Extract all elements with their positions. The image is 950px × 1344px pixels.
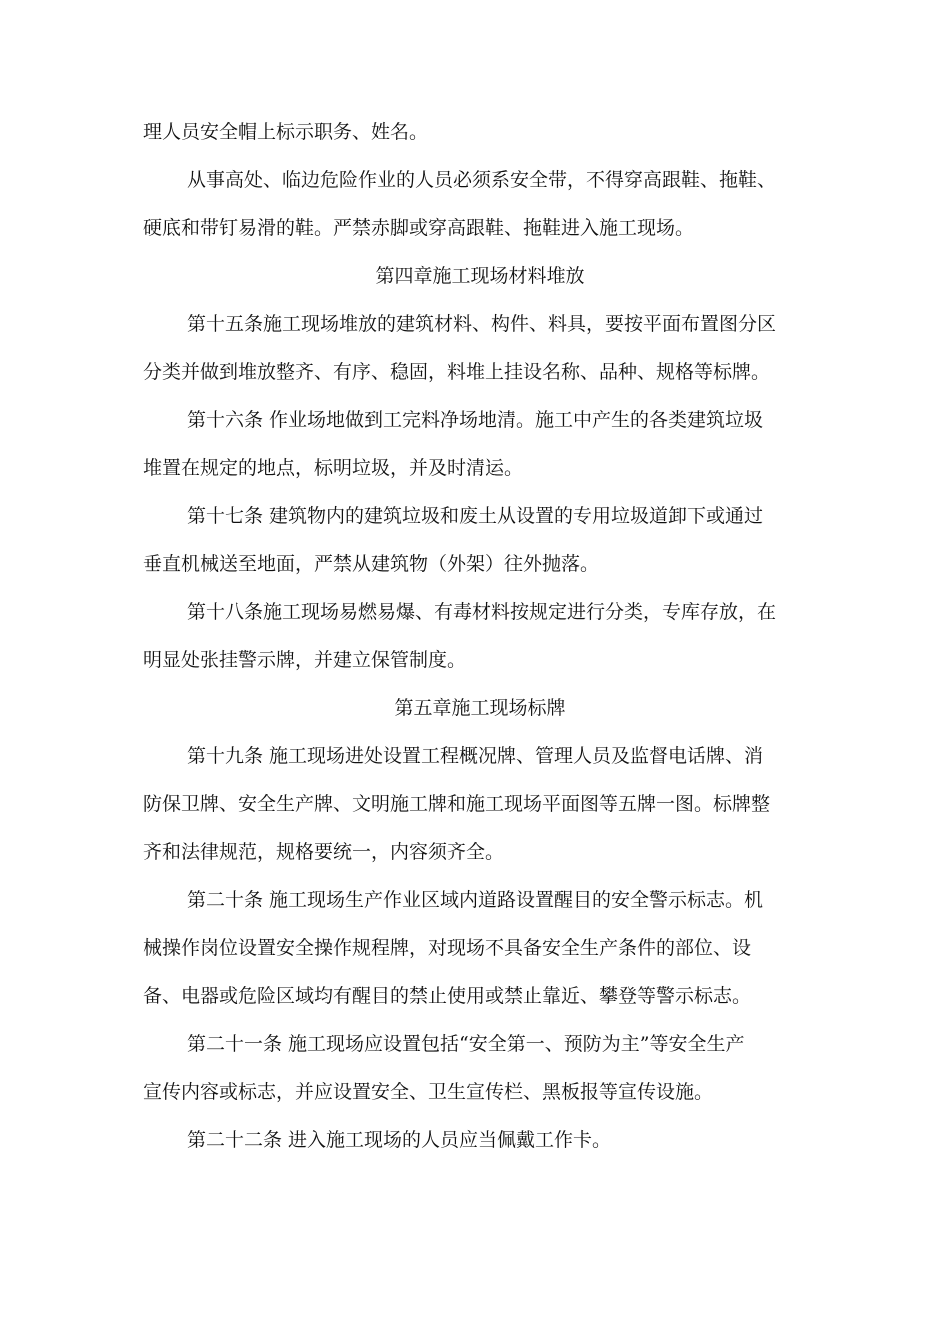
chapter-heading: 第四章施工现场材料堆放 [375, 265, 585, 287]
article-15-start: 第十五条施工现场堆放的建筑材料、构件、料具，要按平面布置图分区 [187, 313, 777, 335]
article-16-start: 第十六条 作业场地做到工完料净场地清。施工中产生的各类建筑垃圾 [187, 409, 764, 431]
text-line: 备、电器或危险区域均有醒目的禁止使用或禁止靠近、攀登等警示标志。 [143, 985, 752, 1007]
text-line: 堆置在规定的地点，标明垃圾，并及时清运。 [143, 457, 524, 479]
text-line: 防保卫牌、安全生产牌、文明施工牌和施工现场平面图等五牌一图。标牌整 [143, 793, 771, 815]
paragraph-start: 从事高处、临边危险作业的人员必须系安全带，不得穿高跟鞋、拖鞋、 [187, 169, 777, 191]
document-body [143, 118, 817, 1174]
text-line: 械操作岗位设置安全操作规程牌，对现场不具备安全生产条件的部位、设 [143, 937, 752, 959]
article-19-start: 第十九条 施工现场进处设置工程概况牌、管理人员及监督电话牌、消 [187, 745, 764, 767]
article-18-start: 第十八条施工现场易燃易爆、有毒材料按规定进行分类，专库存放，在 [187, 601, 777, 623]
text-line: 硬底和带钉易滑的鞋。严禁赤脚或穿高跟鞋、拖鞋进入施工现场。 [143, 217, 695, 239]
text-line: 分类并做到堆放整齐、有序、稳固，料堆上挂设名称、品种、规格等标牌。 [143, 361, 771, 383]
article-21-start: 第二十一条 施工现场应设置包括“安全第一、预防为主”等安全生产 [187, 1033, 745, 1055]
article-20-start: 第二十条 施工现场生产作业区域内道路设置醒目的安全警示标志。机 [187, 889, 764, 911]
article-22-start: 第二十二条 进入施工现场的人员应当佩戴工作卡。 [187, 1129, 612, 1151]
text-line: 宣传内容或标志，并应设置安全、卫生宣传栏、黑板报等宣传设施。 [143, 1081, 714, 1103]
text-line: 明显处张挂警示牌，并建立保管制度。 [143, 649, 467, 671]
article-17-start: 第十七条 建筑物内的建筑垃圾和废土从设置的专用垃圾道卸下或通过 [187, 505, 764, 527]
text-line: 齐和法律规范，规格要统一，内容须齐全。 [143, 841, 505, 863]
text-line: 理人员安全帽上标示职务、姓名。 [143, 121, 429, 143]
text-line: 垂直机械送至地面，严禁从建筑物（外架）往外抛落。 [143, 553, 600, 575]
chapter-heading: 第五章施工现场标牌 [394, 697, 566, 719]
